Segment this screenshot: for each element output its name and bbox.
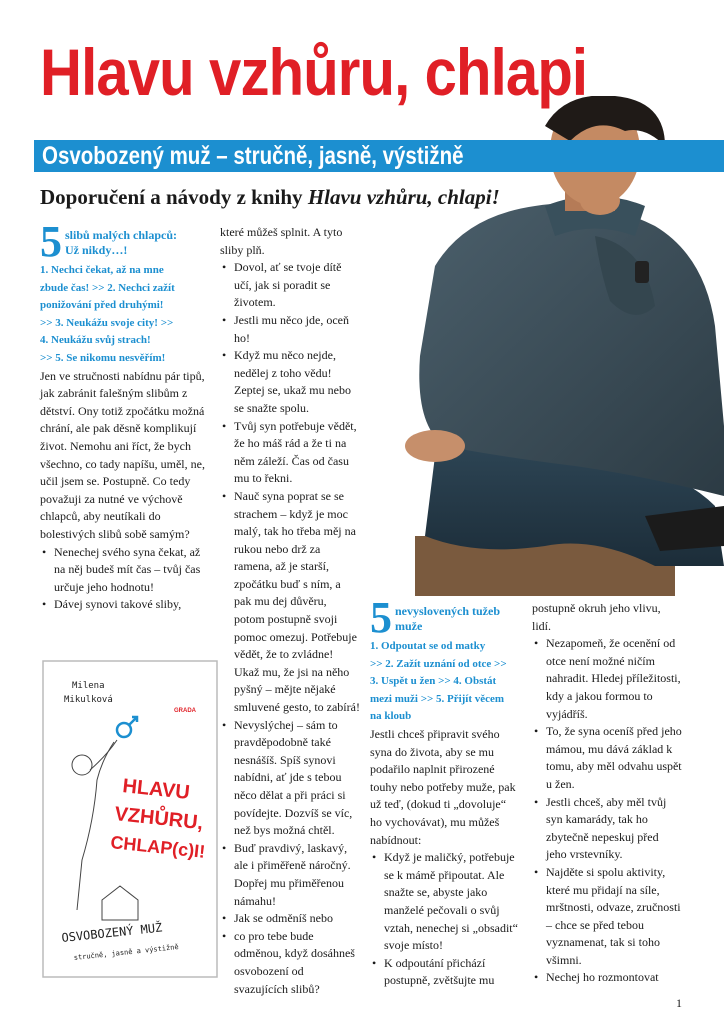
bullet-item: • Jak se odměníš nebo [234, 910, 360, 928]
bullet-item: • Dovol, ať se tvoje dítě učí, jak si poradit se životem. [234, 259, 360, 312]
bullet-item: • Nezapomeň, že ocenění od otce není možné ničím nahradit. Hledej příležitosti, kdy a jakou formou to vyjádříš. [546, 635, 682, 723]
bullet-item: • Nauč syna poprat se se strachem – když je moc malý, tak ho třeba měj na rukou nebo drž za ramena, až je starší, zpočátku buď s ním, a pak mu dej důvěru, potom postupně svoji pomoc omezuj. Potřebuje vědět, že to zvládne! Ukaž mu, že jsi na něho pyšný – mějte nějaké smluvené gesto, to zabírá! [234, 488, 360, 717]
bullet-item: • Nechej ho rozmontovat [546, 969, 682, 987]
page-title: Hlavu vzhůru, chlapi [40, 35, 588, 109]
bullet-item: • Dávej synovi takové sliby, [54, 596, 212, 614]
column2-bullets [220, 259, 360, 998]
subtitle-book-title: Hlavu vzhůru, chlapi! [307, 185, 500, 209]
column-4 [532, 600, 682, 987]
section2-bullets [370, 849, 520, 990]
book-publisher: GRADA [174, 708, 196, 714]
section1-title [65, 224, 177, 258]
section1-number: 5 [40, 217, 62, 266]
section1-body: Jen ve stručnosti nabídnu pár tipů, jak zabránit falešným slibům z dětství. Ony totiž zpočátku možná chrání, ale pak děsně komplikují život. Nemohu ani říct, že bych všechno, co tady napíšu, uměl, ne, učil jsem se. Postupně. Co tedy považuji za nutné ve výchově chlapců, aby neutíkali do bolestivých slibů sobě samým? [40, 368, 205, 541]
bullet-item: • Nevyslýchej – sám to pravděpodobně také nesnášíš. Spíš synovi nabídni, ať jde s tebou něco dělat a při práci si povídejte. Dozvíš se víc, než bys možná chtěl. [234, 717, 360, 840]
section2-title [395, 600, 500, 634]
section2-title-line2: muže [395, 619, 423, 633]
book-title-line2: VZHŮRU, [113, 803, 205, 835]
list-item: 4. Neukážu svůj strach! [40, 334, 151, 347]
list-item: ponižování před druhými! [40, 299, 164, 312]
column-3 [370, 593, 520, 990]
bullet-item: • Jestli mu něco jde, oceň ho! [234, 312, 360, 347]
section1-title-line1: slibů malých chlapců: [65, 228, 178, 242]
column-2 [220, 224, 360, 998]
list-item: zbude čas! >> 2. Nechci zažít [40, 281, 175, 294]
column4-bullets [532, 635, 682, 987]
book-author-last: Mikulková [64, 695, 113, 705]
list-item: na kloub [370, 710, 412, 723]
section1-bullets [40, 544, 212, 614]
page-number: 1 [676, 996, 682, 1010]
list-item: >> 3. Neukážu svoje city! >> [40, 316, 174, 329]
bullet-item: • Jestli chceš, aby měl tvůj syn kamarády, tak ho zbytečně nepeskuj před jeho vrstevníky. [546, 794, 682, 864]
bullet-item: • Najděte si spolu aktivity, které mu přidají na síle, mrštnosti, odvaze, zručnosti – chce se před tebou vyznamenat, tak si toho všimni. [546, 864, 682, 970]
book-author-first: Milena [72, 681, 105, 691]
band-text: Osvobozený muž – stručně, jasně, výstižně [42, 142, 464, 170]
section1-list [40, 262, 212, 368]
list-item: 3. Uspět u žen >> 4. Obstát [370, 675, 497, 688]
section2-list [370, 638, 520, 726]
section2-title-line1: nevyslovených tužeb [395, 604, 500, 618]
bullet-item: • Tvůj syn potřebuje vědět, že ho máš rád a že ti na něm záleží. Čas od času mu to řekni. [234, 418, 360, 488]
list-item: mezi muži >> 5. Přijít věcem [370, 692, 505, 705]
list-item: >> 5. Se nikomu nesvěřím! [40, 351, 166, 364]
subtitle-band [34, 140, 724, 172]
section2-body: Jestli chceš připravit svého syna do života, aby se mu podařilo naplnit přirozené touhy nebo potřeby muže, pak už teď, (dokud ti „dovoluje“ ho vychovávat), mu můžeš nabídnout: [370, 726, 516, 847]
column-1 [40, 217, 212, 614]
list-item: >> 2. Zažít uznání od otce >> [370, 657, 507, 670]
book-title-line3: CHLAP(c)I! [109, 832, 207, 862]
section2-heading [370, 593, 520, 642]
bullet-item: • Buď pravdivý, laskavý, ale i přiměřeně náročný. Dopřej mu přiměřenou námahu! [234, 840, 360, 910]
book-subtitle2: stručně, jasně a výstižně [73, 943, 179, 962]
list-item: 1. Odpoutat se od matky [370, 640, 486, 652]
bullet-item: • co pro tebe bude odměnou, když dosáhneš osvobození od svazujících slibů? [234, 928, 360, 998]
bullet-item: • To, že syna oceníš před jeho mámou, mu dává základ k tomu, aby měl odvahu uspět u žen. [546, 723, 682, 793]
book-subtitle1: OSVOBOZENÝ MUŽ [60, 920, 163, 945]
section-subtitle [40, 183, 500, 211]
list-item: 1. Nechci čekat, až na mne [40, 264, 164, 276]
section2-number: 5 [370, 593, 392, 642]
book-title-line1: HLAVU [121, 775, 191, 805]
book-cover [42, 660, 218, 978]
bullet-item: • Když mu něco nejde, nedělej z toho vědu! Zeptej se, ukaž mu nebo se snažte spolu. [234, 347, 360, 417]
column4-continuation: postupně okruh jeho vlivu, lidí. [532, 601, 661, 633]
section1-heading [40, 217, 212, 266]
subtitle-prefix: Doporučení a návody z knihy [40, 185, 308, 209]
bullet-item: • K odpoutání přichází postupně, zvětšujte mu [384, 955, 520, 990]
bullet-item: • Nenechej svého syna čekat, až na něj budeš mít čas – tvůj čas určuje jeho hodnotu! [54, 544, 212, 597]
column2-continuation: které můžeš splnit. A tyto sliby plň. [220, 225, 343, 257]
bullet-item: • Když je maličký, potřebuje se k mámě připoutat. Ale snažte se, abyste jako manželé pečovali o svůj vztah, nenechej si „obsadit“ svoje místo! [384, 849, 520, 955]
section1-title-line2: Už nikdy…! [65, 243, 128, 257]
